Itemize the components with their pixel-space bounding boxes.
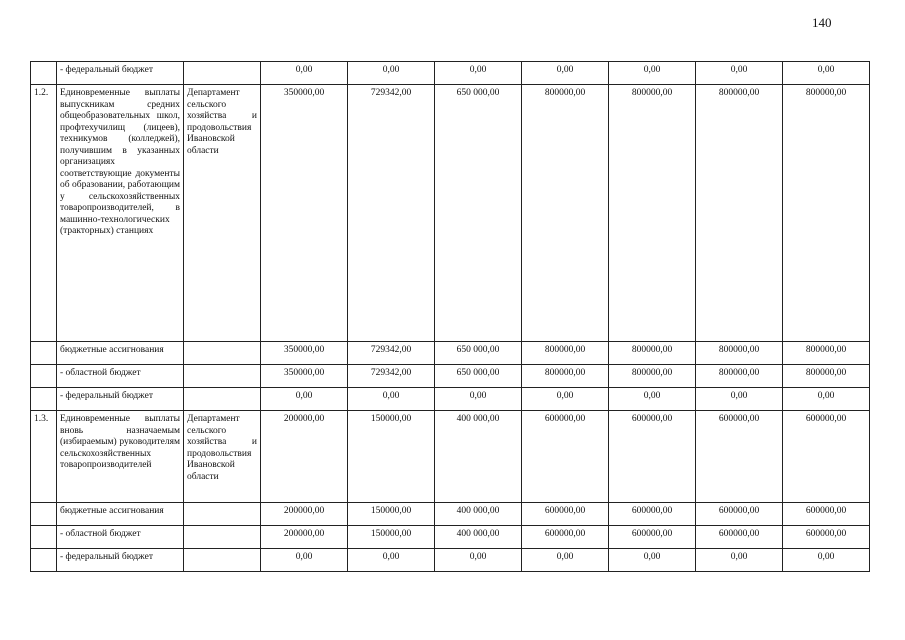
value-cell: 800000,00 <box>783 85 870 342</box>
value-cell: 350000,00 <box>261 365 348 388</box>
executor-cell <box>184 342 261 365</box>
value-cell: 0,00 <box>609 549 696 572</box>
row-name-cell <box>57 411 184 503</box>
row-number-cell <box>31 388 57 411</box>
value-cell: 0,00 <box>783 549 870 572</box>
table-row <box>31 411 870 503</box>
row-number-cell: 1.2. <box>31 85 57 342</box>
value-cell: 200000,00 <box>261 503 348 526</box>
budget-table <box>30 61 870 572</box>
value-cell: 200000,00 <box>261 526 348 549</box>
value-cell: 800000,00 <box>609 342 696 365</box>
page-number: 140 <box>812 15 832 30</box>
row-number-cell <box>31 342 57 365</box>
table-row <box>31 388 870 411</box>
executor-cell <box>184 411 261 503</box>
row-name-cell <box>57 85 184 342</box>
value-cell: 0,00 <box>783 62 870 85</box>
value-cell: 600000,00 <box>609 411 696 503</box>
value-cell: 0,00 <box>783 388 870 411</box>
value-cell: 200000,00 <box>261 411 348 503</box>
table-row <box>31 526 870 549</box>
row-number-cell: 1.3. <box>31 411 57 503</box>
value-cell: 729342,00 <box>348 365 435 388</box>
value-cell: 0,00 <box>348 62 435 85</box>
row-name-cell: - областной бюджет <box>57 526 184 549</box>
executor-cell <box>184 503 261 526</box>
value-cell: 600000,00 <box>522 503 609 526</box>
value-cell: 400 000,00 <box>435 503 522 526</box>
value-cell: 729342,00 <box>348 85 435 342</box>
value-cell: 350000,00 <box>261 342 348 365</box>
executor-cell <box>184 388 261 411</box>
value-cell: 0,00 <box>696 62 783 85</box>
value-cell: 150000,00 <box>348 411 435 503</box>
table-row <box>31 549 870 572</box>
row-name-cell: - областной бюджет <box>57 365 184 388</box>
value-cell: 800000,00 <box>696 365 783 388</box>
executor-cell <box>184 85 261 342</box>
row-name-text: Единовременные выплаты вновь назначаемым (избираемым) руководителям сельскохозяйственных товаропроизводителей <box>60 414 180 470</box>
row-name-cell: - федеральный бюджет <box>57 62 184 85</box>
value-cell: 600000,00 <box>696 411 783 503</box>
value-cell: 650 000,00 <box>435 85 522 342</box>
row-name-cell: - федеральный бюджет <box>57 549 184 572</box>
row-number-cell <box>31 365 57 388</box>
value-cell: 0,00 <box>522 388 609 411</box>
executor-cell <box>184 365 261 388</box>
value-cell: 0,00 <box>609 62 696 85</box>
table-row <box>31 365 870 388</box>
value-cell: 400 000,00 <box>435 526 522 549</box>
row-number-cell <box>31 526 57 549</box>
value-cell: 0,00 <box>261 549 348 572</box>
table-row <box>31 342 870 365</box>
value-cell: 0,00 <box>435 62 522 85</box>
executor-cell <box>184 526 261 549</box>
value-cell: 600000,00 <box>696 503 783 526</box>
value-cell: 600000,00 <box>783 411 870 503</box>
value-cell: 600000,00 <box>609 503 696 526</box>
table-row <box>31 85 870 342</box>
value-cell: 800000,00 <box>783 342 870 365</box>
value-cell: 400 000,00 <box>435 411 522 503</box>
value-cell: 600000,00 <box>783 503 870 526</box>
value-cell: 800000,00 <box>696 342 783 365</box>
value-cell: 0,00 <box>696 388 783 411</box>
value-cell: 800000,00 <box>696 85 783 342</box>
value-cell: 650 000,00 <box>435 365 522 388</box>
value-cell: 0,00 <box>348 549 435 572</box>
executor-text: Департамент сельского хозяйства и продовольствия Ивановской области <box>187 414 257 482</box>
value-cell: 0,00 <box>435 388 522 411</box>
table-row <box>31 503 870 526</box>
value-cell: 800000,00 <box>522 365 609 388</box>
row-number-cell <box>31 549 57 572</box>
row-name-cell: бюджетные ассигнования <box>57 503 184 526</box>
executor-text: Департамент сельского хозяйства и продовольствия Ивановской области <box>187 88 257 156</box>
value-cell: 0,00 <box>609 388 696 411</box>
value-cell: 0,00 <box>696 549 783 572</box>
value-cell: 800000,00 <box>609 85 696 342</box>
value-cell: 150000,00 <box>348 503 435 526</box>
value-cell: 150000,00 <box>348 526 435 549</box>
value-cell: 600000,00 <box>609 526 696 549</box>
row-number-cell <box>31 62 57 85</box>
executor-cell <box>184 549 261 572</box>
value-cell: 0,00 <box>522 62 609 85</box>
value-cell: 729342,00 <box>348 342 435 365</box>
value-cell: 650 000,00 <box>435 342 522 365</box>
value-cell: 600000,00 <box>696 526 783 549</box>
value-cell: 0,00 <box>261 388 348 411</box>
value-cell: 0,00 <box>348 388 435 411</box>
row-number-cell <box>31 503 57 526</box>
value-cell: 0,00 <box>435 549 522 572</box>
value-cell: 800000,00 <box>522 85 609 342</box>
value-cell: 0,00 <box>261 62 348 85</box>
value-cell: 0,00 <box>522 549 609 572</box>
value-cell: 600000,00 <box>783 526 870 549</box>
row-name-text: Единовременные выплаты выпускникам средних общеобразовательных школ, профтехучилищ (лицеев), техникумов (колледжей), получившим в указанных организациях соответствующие документы об образовании, работающим у сельскохозяйственных товаропроизводителей, в машинно-технологических (тракторных) станциях <box>60 88 180 236</box>
row-name-cell: - федеральный бюджет <box>57 388 184 411</box>
executor-cell <box>184 62 261 85</box>
value-cell: 800000,00 <box>522 342 609 365</box>
table-row <box>31 62 870 85</box>
row-name-cell: бюджетные ассигнования <box>57 342 184 365</box>
value-cell: 800000,00 <box>783 365 870 388</box>
value-cell: 600000,00 <box>522 526 609 549</box>
value-cell: 600000,00 <box>522 411 609 503</box>
value-cell: 800000,00 <box>609 365 696 388</box>
value-cell: 350000,00 <box>261 85 348 342</box>
